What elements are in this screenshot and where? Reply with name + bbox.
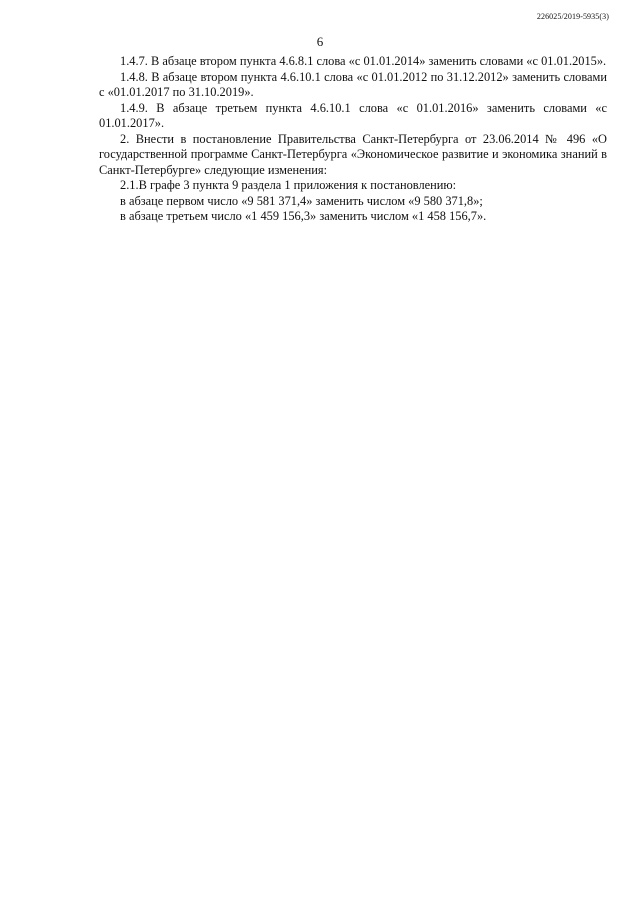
paragraph-2-1-third: в абзаце третьем число «1 459 156,3» заменить числом «1 458 156,7».	[120, 209, 487, 223]
paragraph-2-1: 2.1.В графе 3 пункта 9 раздела 1 приложения к постановлению:	[120, 178, 457, 192]
paragraph-2-1-first: в абзаце первом число «9 581 371,4» заменить числом «9 580 371,8»;	[120, 193, 483, 208]
page-number: 6	[316, 34, 324, 49]
paragraph-2: 2. Внести в постановление Правительства Санкт-Петербурга от 23.06.2014 № 496 «О государственной программе Санкт-Петербурга «Экономическое развитие и экономика знаний в Санкт-Петербурге» следующие изменения:	[99, 131, 607, 177]
paragraph-1-4-7: 1.4.7. В абзаце втором пункта 4.6.8.1 слова «с 01.01.2014» заменить словами «с 01.01.2015».	[120, 54, 607, 68]
paragraph-1-4-9: 1.4.9. В абзаце третьем пункта 4.6.10.1 слова «с 01.01.2016» заменить словами «с 01.01.2017».	[99, 100, 607, 130]
paragraph-1-4-8: 1.4.8. В абзаце втором пункта 4.6.10.1 слова «с 01.01.2012 по 31.12.2012» заменить словами с «01.01.2017 по 31.10.2019».	[99, 69, 607, 99]
document-body	[99, 54, 607, 225]
document-id: 226025/2019-5935(3)	[536, 12, 609, 21]
